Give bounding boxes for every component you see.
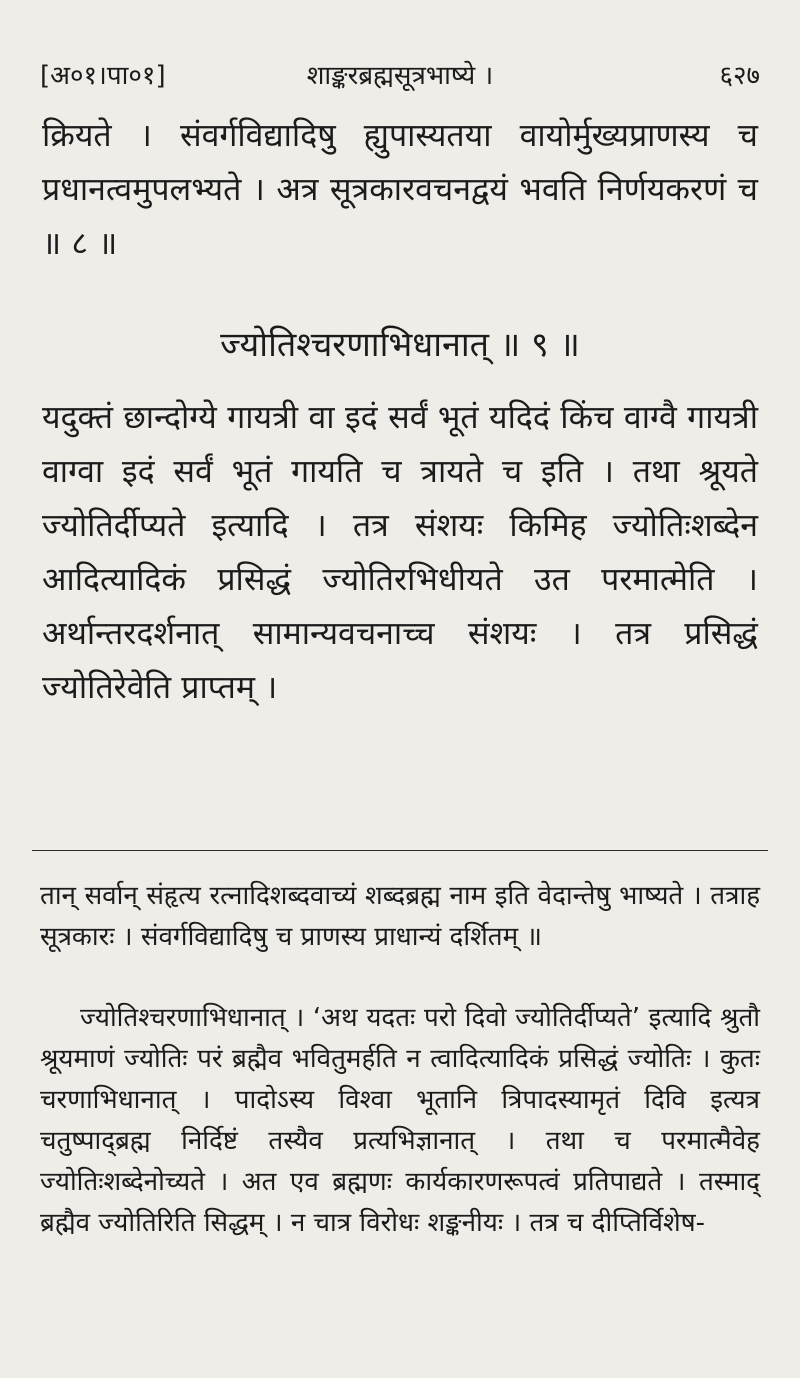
main-text-paragraph-1: क्रियते । संवर्गविद्यादिषु ह्युपास्यतया वायोर्मुख्यप्राणस्य च प्रधानत्वमुपलभ्यते । अत्र सूत्रकारवचनद्वयं भवति निर्णयकरणं च ॥ ८ ॥ bbox=[42, 116, 758, 262]
page-number: ६२७ bbox=[719, 61, 760, 91]
section-reference: [अ०१।पा०१] bbox=[40, 61, 166, 91]
page-header bbox=[40, 56, 760, 96]
commentary-paragraph-2: ज्योतिश्चरणाभिधानात् । ‘अथ यदतः परो दिवो ज्योतिर्दीप्यते’ इत्यादि श्रुतौ श्रूयमाणं ज्योतिः परं ब्रह्मैव भवितुमर्हति न त्वादित्यादिकं प्रसिद्धं ज्योतिः । कुतः चरणाभिधानात् । पादोऽस्य विश्वा भूतानि त्रिपादस्यामृतं दिवि इत्यत्र चतुष्पाद्ब्रह्म निर्दिष्टं तस्यैव प्रत्यभिज्ञानात् । तथा च परमात्मैवेह ज्योतिःशब्देनोच्यते । अत एव ब्रह्मणः कार्यकारणरूपत्वं प्रतिपाद्यते । तस्माद् ब्रह्मैव ज्योतिरिति सिद्धम् । न चात्र विरोधः शङ्कनीयः । तत्र च दीप्तिर्विशेष- bbox=[40, 1003, 760, 1238]
main-text-paragraph-2: यदुक्तं छान्दोग्ये गायत्री वा इदं सर्वं भूतं यदिदं किंच वाग्वै गायत्री वाग्वा इदं सर्वं भूतं गायति च त्रायते च इति । तथा श्रूयते ज्योतिर्दीप्यते इत्यादि । तत्र संशयः किमिह ज्योतिःशब्देन आदित्यादिकं प्रसिद्धं ज्योतिरभिधीयते उत परमात्मेति । अर्थान्तरदर्शनात् सामान्यवचनाच्च संशयः । तत्र प्रसिद्धं ज्योतिरेवेति प्राप्तम् । bbox=[42, 398, 758, 706]
commentary-divider bbox=[32, 850, 768, 851]
commentary-paragraph-1: तान् सर्वान् संहृत्य रत्नादिशब्दवाच्यं शब्दब्रह्म नाम इति वेदान्तेषु भाष्यते । तत्राह सूत्रकारः । संवर्गविद्यादिषु च प्राणस्य प्राधान्यं दर्शितम् ॥ bbox=[40, 881, 760, 952]
running-title: शाङ्करब्रह्मसूत्रभाष्ये । bbox=[306, 61, 494, 91]
sutra-heading: ज्योतिश्चरणाभिधानात् ॥ ९ ॥ bbox=[220, 325, 580, 365]
